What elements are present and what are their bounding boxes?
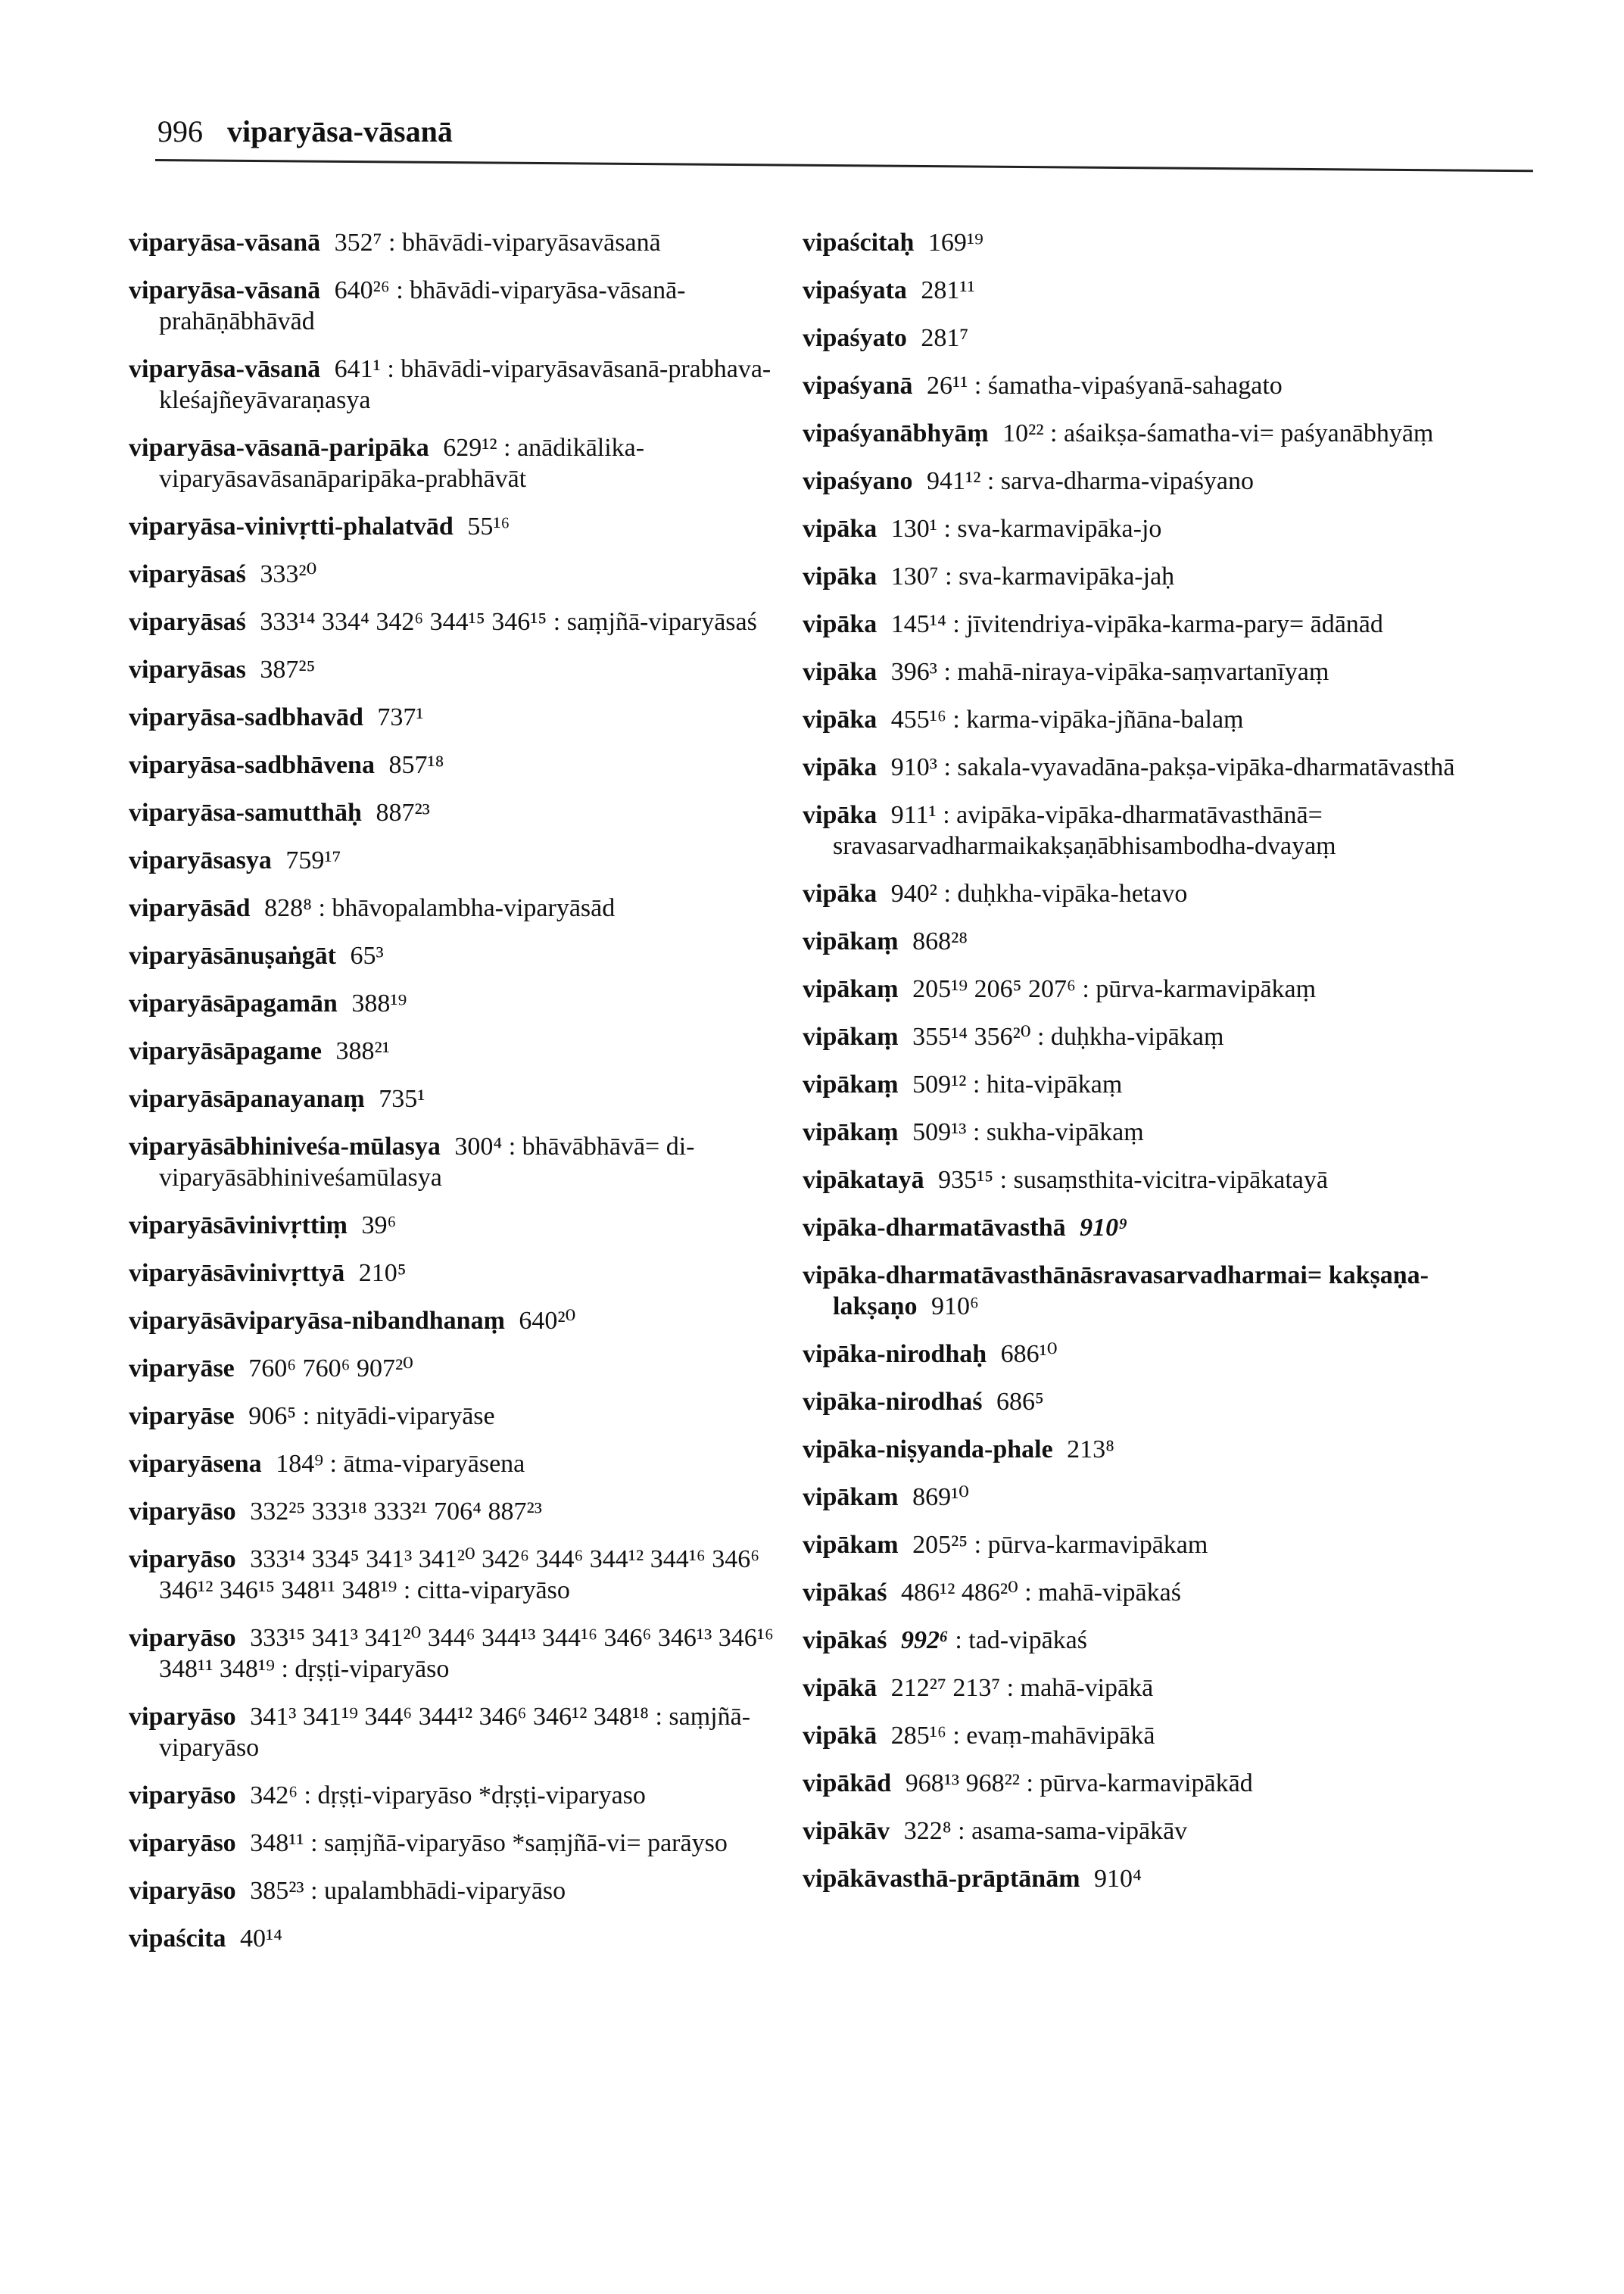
entry-headword: viparyāsa-vāsanā-paripāka bbox=[129, 434, 429, 462]
entry-references: 857¹⁸ bbox=[382, 751, 444, 779]
entry-context: : duḥkha-vipāka-hetavo bbox=[937, 880, 1188, 908]
entry-context: : saṃjñā-viparyāsaś bbox=[547, 608, 757, 636]
entry-context: : nityādi-viparyāse bbox=[296, 1402, 495, 1430]
entry-context: : sva-karmavipāka-jaḥ bbox=[938, 563, 1175, 591]
entry-references: 629¹² bbox=[436, 434, 497, 462]
index-entry bbox=[129, 702, 810, 733]
entry-references: 333¹⁵ 341³ 341²⁰ 344⁶ 344¹³ 344¹⁶ 346⁶ 346¹³ 346¹⁶ 348¹¹ 348¹⁹ bbox=[159, 1624, 774, 1683]
entry-context: : jīvitendriya-vipāka-karma-pary= ādānād bbox=[946, 610, 1383, 638]
index-entry bbox=[129, 1131, 810, 1193]
index-entry bbox=[803, 878, 1484, 909]
entry-headword: viparyāso bbox=[129, 1703, 236, 1731]
entry-context: : dṛṣṭi-viparyāso *dṛṣṭi-viparyaso bbox=[298, 1781, 646, 1809]
entry-context: : sarva-dharma-vipaśyano bbox=[980, 467, 1255, 495]
index-entry bbox=[129, 432, 810, 494]
entry-context: : aśaikṣa-śamatha-vi= paśyanābhyāṃ bbox=[1043, 419, 1434, 447]
entry-headword: vipaśyato bbox=[803, 324, 907, 352]
entry-headword: viparyāsa-samutthāḥ bbox=[129, 799, 362, 827]
entry-headword: viparyāso bbox=[129, 1498, 236, 1526]
entry-headword: vipākaṃ bbox=[803, 975, 899, 1003]
entry-headword: vipaścitaḥ bbox=[803, 229, 915, 257]
entry-references: 910³ bbox=[884, 753, 937, 781]
index-entry bbox=[129, 1353, 810, 1384]
index-entry bbox=[129, 275, 810, 337]
entry-headword: vipākāvasthā-prāptānām bbox=[803, 1865, 1080, 1893]
index-entry bbox=[803, 1768, 1484, 1799]
index-entry bbox=[803, 1482, 1484, 1513]
index-entry bbox=[129, 1210, 810, 1241]
index-entry bbox=[803, 1339, 1484, 1370]
entry-references: 130⁷ bbox=[884, 563, 939, 591]
index-entry bbox=[129, 1258, 810, 1289]
entry-headword: vipaścita bbox=[129, 1925, 226, 1953]
entry-references: 40¹⁴ bbox=[233, 1925, 282, 1953]
entry-references: 486¹² 486²⁰ bbox=[894, 1579, 1018, 1607]
index-entry bbox=[129, 1875, 810, 1906]
index-entry bbox=[803, 704, 1484, 735]
entry-headword: viparyāsād bbox=[129, 894, 251, 922]
index-entry bbox=[803, 1625, 1484, 1656]
entry-references: 388²¹ bbox=[329, 1037, 390, 1065]
entry-references: 968¹³ 968²² bbox=[899, 1769, 1020, 1797]
index-entry bbox=[803, 1260, 1484, 1322]
entry-context: : saṃjñā-viparyāso bbox=[159, 1703, 751, 1762]
entry-context: : bhāvādi-viparyāsavāsanā-prabhava-kleśajñeyāvaraṇasya bbox=[159, 355, 771, 414]
entry-references: 130¹ bbox=[884, 515, 937, 543]
entry-headword: vipāka bbox=[803, 610, 877, 638]
entry-references: 868²⁸ bbox=[906, 927, 968, 955]
entry-context: : śamatha-vipaśyanā-sahagato bbox=[968, 372, 1283, 400]
entry-references: 205²⁵ bbox=[906, 1531, 968, 1559]
entry-context: : susaṃsthita-vicitra-vipākatayā bbox=[993, 1166, 1328, 1194]
index-entry bbox=[803, 752, 1484, 783]
entry-references: 333¹⁴ 334⁴ 342⁶ 344¹⁵ 346¹⁵ bbox=[253, 608, 547, 636]
entry-headword: viparyāsa-sadbhavād bbox=[129, 703, 363, 731]
entry-headword: vipāka bbox=[803, 880, 877, 908]
entry-context: : duḥkha-vipākaṃ bbox=[1030, 1023, 1224, 1051]
entry-headword: vipākā bbox=[803, 1722, 877, 1750]
entry-references: 322⁸ bbox=[897, 1817, 952, 1845]
entry-headword: viparyāsāvinivṛttyā bbox=[129, 1259, 345, 1287]
index-entry bbox=[803, 513, 1484, 544]
index-entry bbox=[803, 1720, 1484, 1751]
index-entry bbox=[129, 988, 810, 1019]
entry-references: 281⁷ bbox=[914, 324, 969, 352]
index-entry bbox=[803, 799, 1484, 862]
index-entry bbox=[129, 354, 810, 416]
index-entry bbox=[803, 1069, 1484, 1100]
entry-references: 910⁶ bbox=[924, 1292, 979, 1320]
index-entry bbox=[803, 656, 1484, 687]
entry-headword: vipāka bbox=[803, 801, 877, 829]
entry-context: : sakala-vyavadāna-pakṣa-vipāka-dharmatāvasthā bbox=[937, 753, 1455, 781]
entry-headword: viparyāsena bbox=[129, 1450, 262, 1478]
index-entry bbox=[129, 1496, 810, 1527]
index-entry bbox=[803, 1529, 1484, 1560]
entry-headword: viparyāso bbox=[129, 1877, 236, 1905]
entry-headword: vipāka bbox=[803, 563, 877, 591]
entry-references: 455¹⁶ bbox=[884, 706, 946, 734]
entry-headword: vipāka-dharmatāvasthānāsravasarvadharmai= kakṣaṇa-lakṣaṇo bbox=[803, 1261, 1429, 1320]
entry-context: : hita-vipākaṃ bbox=[966, 1071, 1123, 1099]
entry-headword: vipaśyata bbox=[803, 276, 907, 304]
entry-references: 210⁵ bbox=[352, 1259, 407, 1287]
index-entry bbox=[803, 323, 1484, 354]
index-entry bbox=[803, 1164, 1484, 1195]
entry-headword: viparyāso bbox=[129, 1829, 236, 1857]
index-entry bbox=[129, 1544, 810, 1606]
index-entry bbox=[129, 1780, 810, 1811]
index-entry bbox=[803, 1672, 1484, 1703]
entry-references: 300⁴ bbox=[447, 1133, 503, 1161]
entry-context: : pūrva-karmavipākād bbox=[1019, 1769, 1253, 1797]
index-entry bbox=[803, 370, 1484, 401]
index-entry bbox=[803, 227, 1484, 258]
index-entry bbox=[129, 1305, 810, 1336]
entry-context: : mahā-niraya-vipāka-saṃvartanīyaṃ bbox=[937, 658, 1329, 686]
index-entry bbox=[803, 1816, 1484, 1847]
entry-headword: viparyāso bbox=[129, 1545, 236, 1573]
entry-headword: vipākā bbox=[803, 1674, 877, 1702]
entry-headword: vipākaś bbox=[803, 1579, 887, 1607]
index-entry bbox=[803, 1863, 1484, 1894]
index-entry bbox=[803, 275, 1484, 306]
entry-references: 869¹⁰ bbox=[906, 1483, 969, 1511]
entry-context: : bhāvādi-viparyāsavāsanā bbox=[382, 229, 661, 257]
entry-headword: vipāka-dharmatāvasthā bbox=[803, 1214, 1066, 1242]
entry-references: 333²⁰ bbox=[253, 560, 317, 588]
entry-references: 828⁸ bbox=[257, 894, 312, 922]
left-column bbox=[129, 227, 810, 1971]
index-entry bbox=[803, 609, 1484, 640]
entry-headword: vipāka bbox=[803, 658, 877, 686]
index-entry bbox=[129, 559, 810, 590]
index-entry bbox=[803, 418, 1484, 449]
entry-references: 737¹ bbox=[370, 703, 424, 731]
entry-headword: viparyāse bbox=[129, 1354, 235, 1382]
entry-references: 65³ bbox=[343, 942, 384, 970]
entry-references: 281¹¹ bbox=[914, 276, 975, 304]
index-entry bbox=[803, 466, 1484, 497]
entry-headword: vipākaṃ bbox=[803, 1023, 899, 1051]
entry-references: 640²⁰ bbox=[512, 1307, 576, 1335]
entry-references: 911¹ bbox=[884, 801, 937, 829]
entry-context: : saṃjñā-viparyāso *saṃjñā-vi= parāyso bbox=[304, 1829, 728, 1857]
entry-headword: vipākam bbox=[803, 1483, 899, 1511]
index-entry bbox=[129, 654, 810, 685]
entry-headword: viparyāse bbox=[129, 1402, 235, 1430]
entry-headword: vipaśyanābhyāṃ bbox=[803, 419, 989, 447]
entry-headword: vipāka-niṣyanda-phale bbox=[803, 1435, 1053, 1463]
page-number: 996 bbox=[157, 114, 203, 148]
entry-headword: vipāka bbox=[803, 706, 877, 734]
entry-headword: viparyāsa-vinivṛtti-phalatvād bbox=[129, 513, 454, 541]
entry-references: 169¹⁹ bbox=[921, 229, 983, 257]
entry-headword: vipāka-nirodhaś bbox=[803, 1388, 983, 1416]
entry-context: : mahā-vipākaś bbox=[1018, 1579, 1181, 1607]
index-entry bbox=[129, 606, 810, 637]
index-entry bbox=[129, 511, 810, 542]
entry-references: 686¹⁰ bbox=[994, 1340, 1058, 1368]
index-entry bbox=[129, 227, 810, 258]
entry-references: 992⁶ bbox=[894, 1626, 949, 1654]
entry-references: 509¹² bbox=[906, 1071, 967, 1099]
entry-references: 760⁶ 760⁶ 907²⁰ bbox=[242, 1354, 413, 1382]
entry-headword: vipākaṃ bbox=[803, 1071, 899, 1099]
entry-headword: viparyāso bbox=[129, 1624, 236, 1652]
index-entry bbox=[129, 750, 810, 781]
index-entry bbox=[803, 1117, 1484, 1148]
index-entry bbox=[129, 1401, 810, 1432]
entry-context: : asama-sama-vipākāv bbox=[951, 1817, 1188, 1845]
entry-context: : avipāka-vipāka-dharmatāvasthānā= sravasarvadharmaikakṣaṇābhisambodha-dvayaṃ bbox=[833, 801, 1336, 860]
index-entry bbox=[129, 1083, 810, 1114]
index-entry bbox=[129, 1923, 810, 1954]
index-entry bbox=[803, 974, 1484, 1005]
entry-headword: viparyāsa-vāsanā bbox=[129, 229, 321, 257]
entry-headword: viparyāsa-vāsanā bbox=[129, 355, 321, 383]
entry-headword: viparyāsābhiniveśa-mūlasya bbox=[129, 1133, 441, 1161]
entry-references: 910⁴ bbox=[1087, 1865, 1142, 1893]
index-entry bbox=[803, 926, 1484, 957]
entry-references: 333¹⁴ 334⁵ 341³ 341²⁰ 342⁶ 344⁶ 344¹² 344¹⁶ 346⁶ 346¹² 346¹⁵ 348¹¹ 348¹⁹ bbox=[159, 1545, 760, 1604]
entry-headword: vipaśyano bbox=[803, 467, 913, 495]
entry-references: 352⁷ bbox=[328, 229, 382, 257]
entry-headword: vipākaṃ bbox=[803, 1118, 899, 1146]
index-entry bbox=[803, 1434, 1484, 1465]
entry-context: : sva-karmavipāka-jo bbox=[937, 515, 1162, 543]
index-entry bbox=[803, 1577, 1484, 1608]
entry-context: : evaṃ-mahāvipākā bbox=[946, 1722, 1155, 1750]
index-entry bbox=[129, 940, 810, 971]
entry-references: 396³ bbox=[884, 658, 937, 686]
entry-references: 759¹⁷ bbox=[279, 846, 341, 874]
entry-headword: viparyāso bbox=[129, 1781, 236, 1809]
index-entry bbox=[803, 561, 1484, 592]
index-entry bbox=[129, 1036, 810, 1067]
entry-headword: viparyāsāvinivṛttiṃ bbox=[129, 1211, 348, 1239]
index-entry bbox=[803, 1021, 1484, 1052]
entry-headword: vipāka-nirodhaḥ bbox=[803, 1340, 987, 1368]
entry-headword: vipākatayā bbox=[803, 1166, 924, 1194]
entry-headword: viparyāsa-vāsanā bbox=[129, 276, 321, 304]
entry-headword: vipākād bbox=[803, 1769, 892, 1797]
entry-references: 10²² bbox=[996, 419, 1044, 447]
entry-headword: viparyāsasya bbox=[129, 846, 272, 874]
entry-references: 285¹⁶ bbox=[884, 1722, 946, 1750]
entry-headword: vipākaś bbox=[803, 1626, 887, 1654]
running-header bbox=[157, 114, 453, 149]
index-entry bbox=[803, 1212, 1484, 1243]
entry-headword: vipākāv bbox=[803, 1817, 890, 1845]
entry-headword: viparyāsas bbox=[129, 656, 246, 684]
index-entry bbox=[129, 1701, 810, 1763]
entry-headword: viparyāsānuṣaṅgāt bbox=[129, 942, 336, 970]
entry-references: 145¹⁴ bbox=[884, 610, 946, 638]
entry-headword: vipāka bbox=[803, 515, 877, 543]
entry-headword: viparyāsāpagamān bbox=[129, 990, 338, 1018]
entry-references: 387²⁵ bbox=[253, 656, 316, 684]
entry-headword: viparyāsa-sadbhāvena bbox=[129, 751, 375, 779]
entry-context: : mahā-vipākā bbox=[1000, 1674, 1154, 1702]
header-rule bbox=[155, 159, 1533, 172]
entry-references: 355¹⁴ 356²⁰ bbox=[906, 1023, 1031, 1051]
entry-context: : citta-viparyāso bbox=[397, 1576, 570, 1604]
entry-references: 205¹⁹ 206⁵ 207⁶ bbox=[906, 975, 1076, 1003]
entry-headword: viparyāsaś bbox=[129, 608, 246, 636]
entry-headword: viparyāsāpagame bbox=[129, 1037, 322, 1065]
entry-references: 348¹¹ bbox=[243, 1829, 304, 1857]
entry-headword: vipaśyanā bbox=[803, 372, 913, 400]
entry-context: : bhāvādi-viparyāsa-vāsanā-prahāṇābhāvād bbox=[159, 276, 686, 335]
entry-references: 212²⁷ 213⁷ bbox=[884, 1674, 1001, 1702]
entry-context: : pūrva-karmavipākam bbox=[968, 1531, 1208, 1559]
entry-references: 332²⁵ 333¹⁸ 333²¹ 706⁴ 887²³ bbox=[243, 1498, 542, 1526]
entry-references: 341³ 341¹⁹ 344⁶ 344¹² 346⁶ 346¹² 348¹⁸ bbox=[243, 1703, 649, 1731]
entry-references: 509¹³ bbox=[906, 1118, 967, 1146]
entry-references: 55¹⁶ bbox=[460, 513, 510, 541]
entry-references: 935¹⁵ bbox=[931, 1166, 994, 1194]
entry-context: : anādikālika-viparyāsavāsanāparipāka-prabhāvāt bbox=[159, 434, 645, 493]
entry-headword: viparyāsāpanayanaṃ bbox=[129, 1085, 365, 1113]
entry-context: : sukha-vipākaṃ bbox=[966, 1118, 1144, 1146]
entry-headword: vipāka bbox=[803, 753, 877, 781]
entry-references: 686⁵ bbox=[990, 1388, 1044, 1416]
entry-references: 641¹ bbox=[328, 355, 381, 383]
entry-headword: vipākaṃ bbox=[803, 927, 899, 955]
entry-references: 910⁹ bbox=[1073, 1214, 1127, 1242]
entry-headword: viparyāsāviparyāsa-nibandhanaṃ bbox=[129, 1307, 505, 1335]
right-column bbox=[803, 227, 1484, 1911]
entry-references: 184⁹ bbox=[269, 1450, 324, 1478]
entry-references: 735¹ bbox=[372, 1085, 425, 1113]
entry-references: 887²³ bbox=[369, 799, 430, 827]
entry-references: 213⁸ bbox=[1060, 1435, 1115, 1463]
entry-headword: vipākam bbox=[803, 1531, 899, 1559]
entry-references: 26¹¹ bbox=[920, 372, 968, 400]
entry-references: 39⁶ bbox=[354, 1211, 397, 1239]
entry-references: 385²³ bbox=[243, 1877, 304, 1905]
entry-references: 941¹² bbox=[920, 467, 981, 495]
entry-references: 342⁶ bbox=[243, 1781, 298, 1809]
index-entry bbox=[129, 1622, 810, 1685]
entry-context: : bhāvābhāvā= di-viparyāsābhiniveśamūlasya bbox=[159, 1133, 695, 1192]
entry-context: : dṛṣṭi-viparyāso bbox=[274, 1655, 450, 1683]
entry-references: 906⁵ bbox=[242, 1402, 297, 1430]
index-entry bbox=[129, 893, 810, 924]
entry-context: : pūrva-karmavipākaṃ bbox=[1075, 975, 1317, 1003]
entry-references: 940² bbox=[884, 880, 937, 908]
index-entry bbox=[803, 1386, 1484, 1417]
entry-context: : ātma-viparyāsena bbox=[323, 1450, 525, 1478]
entry-references: 640²⁶ bbox=[328, 276, 390, 304]
entry-references: 388¹⁹ bbox=[344, 990, 407, 1018]
entry-context: : bhāvopalambha-viparyāsād bbox=[311, 894, 616, 922]
index-entry bbox=[129, 1448, 810, 1479]
index-entry bbox=[129, 797, 810, 828]
entry-context: : karma-vipāka-jñāna-balaṃ bbox=[946, 706, 1244, 734]
index-entry bbox=[129, 845, 810, 876]
entry-headword: viparyāsaś bbox=[129, 560, 246, 588]
entry-context: : upalambhādi-viparyāso bbox=[304, 1877, 566, 1905]
index-entry bbox=[129, 1828, 810, 1859]
entry-context: : tad-vipākaś bbox=[948, 1626, 1087, 1654]
running-headword: viparyāsa-vāsanā bbox=[227, 114, 453, 148]
